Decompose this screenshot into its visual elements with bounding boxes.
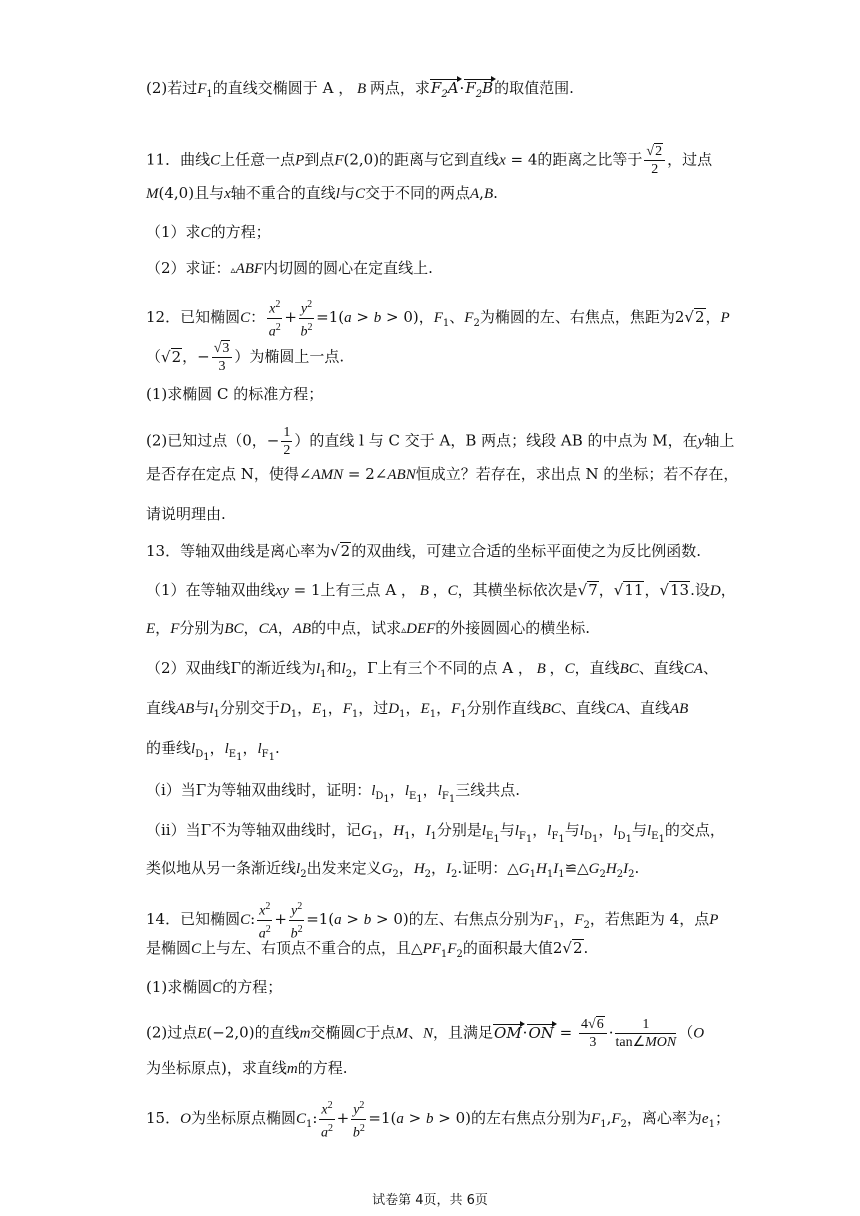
text: ，其横坐标依次是	[457, 581, 578, 599]
q13-part2-line3: 的垂线$l_{D_1}$，$l_{E_1}$，$l_{F_1}$.	[146, 739, 280, 763]
text: 的垂线	[146, 739, 192, 757]
question-number: 12．已知椭圆	[146, 308, 241, 327]
text: 的左右焦点分别为	[471, 1109, 592, 1128]
text: 上有三点	[320, 581, 381, 599]
q12-part2-line3	[146, 504, 226, 524]
question-number: 14．已知椭圆	[146, 910, 241, 929]
text: 为坐标原点)，求直线	[146, 1059, 287, 1077]
text: 是椭圆	[146, 939, 192, 957]
text: 轴上	[704, 431, 735, 450]
text: ）的直线 l 与 C 交于 A，B 两点；线段 AB 的中点为 M，在	[294, 431, 698, 450]
text: 三线共点.	[455, 781, 520, 799]
text: (1)求椭圆	[146, 978, 213, 996]
q12-line2: （√2，− $\frac{√3}{3}$ ）为椭圆上一点.	[146, 341, 345, 374]
q13-part1-line1: （1）在等轴双曲线xy = 1上有三点 A ， B ，C，其横坐标依次是√7，√11，√13.设D，	[146, 581, 736, 599]
q11-line1: 11．曲线C上任意一点P到点F(2,0)的距离与它到直线x = 4的距离之比等于 $\frac{√2}{2}$ ，过点	[146, 144, 713, 177]
text: 的交点，	[664, 821, 725, 839]
text: 的面积最大值	[462, 939, 553, 957]
q15-line1: 15．O为坐标原点椭圆$C_1$: $\frac{x^2}{a^2}$ + $\frac{y^2}{b^2}$ =1(a > b > 0)的左右焦点分别为$F_1,F_2$，离心率为$e_1$；	[146, 1097, 730, 1141]
text: 的距离与它到直线	[379, 150, 500, 169]
q12-part2-line1: (2)已知过点（0，− $\frac{1}{2}$ ）的直线 l 与 C 交于 A，B 两点；线段 AB 的中点为 M，在y轴上	[146, 425, 735, 458]
text: 的外接圆圆心的横坐标.	[435, 619, 591, 637]
text: （2）双曲线Γ的渐近线为	[146, 659, 316, 677]
text: 的中点，试求	[311, 619, 402, 637]
text: （2）求证：	[146, 259, 231, 277]
text: 的直线	[254, 1023, 300, 1042]
text: 为椭圆的左、右焦点，焦距为	[479, 308, 675, 327]
q13-part2-ii-line1: （ii）当Γ不为等轴双曲线时，记$G_1$，$H_1$，$I_1$分别是$l_{E_1}$与$l_{F_1}$，$l_{F_1}$与$l_{D_1}$，$l_{D_1}$与$l_{E_1}$的交点，	[146, 821, 725, 845]
text: 交于不同的两点	[364, 184, 470, 202]
text: ，若焦距为 4，点	[589, 910, 710, 929]
text: 且与	[194, 184, 225, 202]
q11-part2: （2）求证：▵ABF内切圆的圆心在定直线上.	[146, 259, 433, 277]
text: ，Γ上有三个不同的点	[352, 659, 498, 677]
text: （1）在等轴双曲线	[146, 581, 276, 599]
text: 的方程；	[210, 223, 271, 241]
text: 和	[326, 659, 342, 677]
q12-part1	[146, 384, 323, 404]
text: (1)求椭圆 C 的标准方程；	[146, 385, 324, 403]
q13-part2-i: （i）当Γ为等轴双曲线时，证明：$l_{D_1}$，$l_{E_1}$，$l_{F_1}$三线共点.	[146, 781, 520, 805]
text: 与	[499, 821, 515, 839]
text: 类似地从另一条渐近线	[146, 859, 297, 877]
text: 直线	[146, 699, 177, 717]
q12-line1: 12．已知椭圆C： $\frac{x^2}{a^2}$ + $\frac{y^2}{b^2}$ =1(a > b > 0)，$F_1$、$F_2$为椭圆的左、右焦点，焦距为2√2，P	[146, 296, 730, 340]
q13-part2-line1: （2）双曲线Γ的渐近线为$l_1$和$l_2$，Γ上有三个不同的点 A ， B ，C，直线BC、直线CA、	[146, 659, 718, 680]
text: ，直线	[574, 659, 620, 677]
text: 与	[564, 821, 580, 839]
text: 上与左、右顶点不重合的点，且	[201, 939, 412, 957]
text: （i）当Γ为等轴双曲线时，证明：	[146, 781, 372, 799]
text: （1）求	[146, 223, 201, 241]
text: 恒成立？若存在，求出点 N 的坐标；若不存在，	[415, 465, 739, 483]
text: 分别为	[179, 619, 225, 637]
text: 到点	[304, 150, 335, 169]
text: ，	[705, 308, 721, 327]
text: 分别交于	[219, 699, 280, 717]
text: .证明：	[457, 859, 508, 877]
q11-line2: M(4,0)且与x轴不重合的直线l与C交于不同的两点A,B.	[146, 184, 498, 202]
text: 交椭圆	[310, 1023, 356, 1042]
text: 为坐标原点椭圆	[190, 1109, 296, 1128]
question-number: 13．等轴双曲线是离心率为	[146, 542, 331, 560]
text: 上任意一点	[220, 150, 296, 169]
q14-line1: 14．已知椭圆C: $\frac{x^2}{a^2}$ + $\frac{y^2}{b^2}$ =1(a > b > 0)的左、右焦点分别为$F_1$，$F_2$，若焦距为 4，点P	[146, 898, 718, 942]
text: 、	[702, 659, 718, 677]
text: ，且满足	[433, 1023, 494, 1042]
text: ，	[418, 308, 434, 327]
text: 轴不重合的直线	[230, 184, 336, 202]
text: ，过	[358, 699, 389, 717]
text: 的左、右焦点分别为	[408, 910, 544, 929]
page-footer: 试卷第 4页，共 6页	[372, 1193, 488, 1208]
q13-line1: 13．等轴双曲线是离心率为√2的双曲线，可建立合适的坐标平面使之为反比例函数.	[146, 542, 701, 560]
q13-part2-ii-line2: 类似地从另一条渐近线$l_2$出发来定义$G_2$，$H_2$，$I_2$.证明：$\triangle G_1H_1I_1≌\triangle G_2H_2I_2$.	[146, 859, 640, 880]
q10-part2-line: (2)若过$F_1$的直线交椭圆于 A ， B 两点，求$F_2A\cdot F_2B$的取值范围.	[146, 78, 574, 105]
text: (2)过点	[146, 1023, 198, 1042]
text: (2)若过	[146, 79, 198, 97]
text: 、直线	[638, 659, 684, 677]
q14-line2: 是椭圆C上与左、右顶点不重合的点，且$\triangle PF_1F_2$的面积最大值2√2.	[146, 939, 589, 960]
text: 的双曲线，可建立合适的坐标平面使之为反比例函数.	[351, 542, 701, 560]
text: 与	[194, 699, 210, 717]
q12-part2-line2: 是否存在定点 N，使得∠AMN = 2∠ABN恒成立？若存在，求出点 N 的坐标；若不存在，	[146, 465, 739, 483]
q13-part1-line2: E，F分别为BC，CA，AB的中点，试求▵DEF的外接圆圆心的横坐标.	[146, 619, 591, 637]
text: 与	[631, 821, 647, 839]
text: 的方程.	[297, 1059, 348, 1077]
q14-part2-line1: (2)过点E(−2,0)的直线m交椭圆C于点M、N，且满足OM·ON = $\frac{4√6}{3}$ · $\frac{1}{\text{tan∠MON}}$ （O	[146, 1017, 705, 1050]
text: 、	[407, 1023, 423, 1042]
text: 两点，求	[369, 79, 430, 97]
text: 于点	[365, 1023, 396, 1042]
q14-part2-line2: 为坐标原点)，求直线m的方程.	[146, 1059, 348, 1077]
text: (2)已知过点（0，	[146, 431, 267, 450]
q14-part1: (1)求椭圆C的方程；	[146, 978, 283, 996]
text: 的直线交椭圆于	[212, 79, 318, 97]
text: 出发来定义	[306, 859, 382, 877]
text: 请说明理由.	[146, 505, 226, 523]
text: .设	[690, 581, 710, 599]
question-number: 11．曲线	[146, 150, 211, 169]
text: （	[678, 1023, 694, 1042]
q11-part1: （1）求C的方程；	[146, 223, 271, 241]
text: ，离心率为	[626, 1109, 702, 1128]
q13-part2-line2: 直线AB与$l_1$分别交于$D_1$，$E_1$，$F_1$，过$D_1$，$E_1$，$F_1$分别作直线BC、直线CA、直线AB	[146, 699, 689, 720]
text: ，过点	[667, 150, 713, 169]
question-number: 15．	[146, 1109, 181, 1128]
text: 与	[339, 184, 355, 202]
text: 、直线	[560, 699, 606, 717]
text: 的方程；	[222, 978, 283, 996]
text: 为椭圆上一点.	[249, 347, 345, 366]
text: 内切圆的圆心在定直线上.	[263, 259, 433, 277]
text: 是否存在定点 N，使得	[146, 465, 299, 483]
text: 分别是	[436, 821, 482, 839]
text: （ii）当Γ不为等轴双曲线时，记	[146, 821, 362, 839]
text: 的取值范围.	[494, 79, 574, 97]
text: 、直线	[625, 699, 671, 717]
text: 分别作直线	[466, 699, 542, 717]
text: 的距离之比等于	[537, 150, 643, 169]
